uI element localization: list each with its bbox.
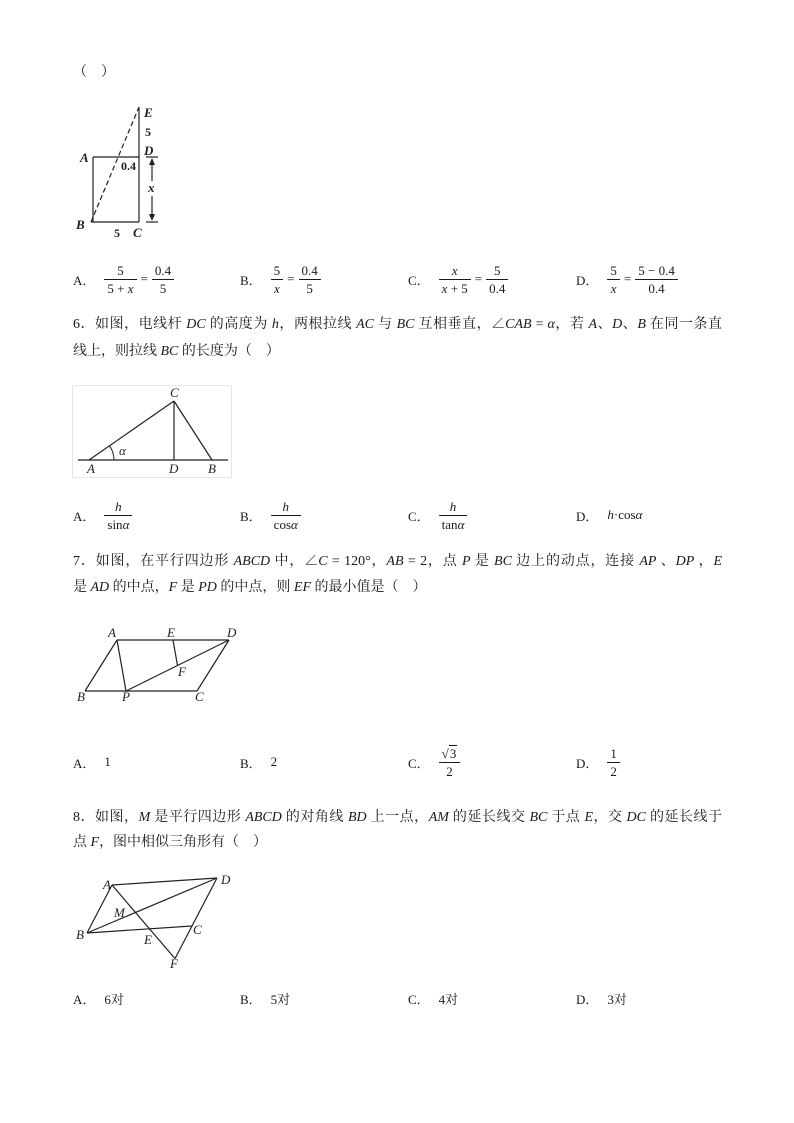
math-variable: EF <box>293 580 312 595</box>
fraction <box>104 499 132 532</box>
option-label: B． <box>240 755 262 771</box>
math-variable: PD <box>198 580 217 595</box>
math-variable: DC <box>186 317 206 332</box>
angle-symbol: ∠ <box>491 317 506 332</box>
fraction-numerator <box>439 746 461 763</box>
math-variable: AC <box>356 317 374 332</box>
segment-cb <box>174 401 212 460</box>
fraction-numerator: 0.4 <box>299 263 321 280</box>
math-variable: BC <box>160 344 179 359</box>
segment-ab <box>85 640 117 691</box>
arrowhead-down <box>149 214 155 221</box>
fraction-numerator: 5 <box>486 263 508 280</box>
point-label-c: C <box>195 689 204 704</box>
q5-option-a <box>73 262 174 296</box>
equals-sign: = <box>140 271 148 286</box>
equals-sign: = <box>287 271 295 286</box>
text-run: ，图中相似三角形有（ ） <box>99 835 268 850</box>
text-run: 7．如图，在平行四边形 <box>73 554 234 569</box>
fraction-denominator <box>104 516 132 532</box>
text-run: tan <box>441 516 458 532</box>
point-label-a: A <box>80 150 89 165</box>
q6-stem-line-2 <box>73 342 722 362</box>
text-run: ，若 <box>554 317 589 332</box>
point-label-c: C <box>170 385 179 400</box>
fraction <box>635 263 678 296</box>
q7-option-c <box>408 745 460 779</box>
math-variable: AM <box>428 810 449 825</box>
angle-symbol: ∠ <box>304 554 319 569</box>
expression <box>607 507 642 523</box>
fraction <box>271 499 301 532</box>
point-label-f: F <box>170 956 178 971</box>
q6-option-a <box>73 498 132 532</box>
option-label: A． <box>73 755 96 771</box>
option-label: B． <box>240 272 262 288</box>
q7-option-d <box>576 745 620 779</box>
math-variable: DC <box>626 810 646 825</box>
text-run: 、 <box>656 554 676 569</box>
math-variable: BC <box>529 810 548 825</box>
fraction-numerator: 5 <box>607 263 620 280</box>
text-run: = <box>531 317 548 332</box>
fraction-denominator: 2 <box>446 763 453 779</box>
math-variable: E <box>584 810 593 825</box>
fraction <box>299 263 321 296</box>
equals-sign: = <box>474 271 483 286</box>
math-variable: BC <box>396 317 415 332</box>
math-variable: F <box>90 835 100 850</box>
math-variable: D <box>612 317 623 332</box>
text-run: 是 <box>177 580 199 595</box>
q6-option-c <box>408 498 467 532</box>
fraction-numerator: h <box>104 499 132 516</box>
segment-df <box>175 878 217 959</box>
q7-stem-line-1 <box>73 552 722 572</box>
point-label-d: D <box>227 625 237 640</box>
option-label: C． <box>408 508 430 524</box>
math-variable: AD <box>90 580 110 595</box>
answer-blank: （ ） <box>73 65 115 80</box>
segment-ad <box>112 878 217 885</box>
figure-q6-pole-wires <box>72 385 232 478</box>
option-value: 1 <box>104 754 111 769</box>
length-label-x: x <box>148 180 155 195</box>
point-label-b: B <box>76 217 85 232</box>
math-variable: ABCD <box>233 554 271 569</box>
math-variable: α <box>291 516 298 532</box>
point-label-d: D <box>169 461 179 476</box>
q8-option-c <box>408 981 458 1015</box>
point-label-a: A <box>103 877 111 892</box>
text-run: 的对角线 <box>281 810 348 825</box>
fraction-denominator: 0.4 <box>489 280 506 296</box>
length-label-bc: 5 <box>114 226 120 240</box>
point-label-e: E <box>167 625 175 640</box>
math-variable: α <box>122 516 130 532</box>
q5-option-b <box>240 262 321 296</box>
option-label: C． <box>408 991 430 1007</box>
segment-af <box>112 885 175 959</box>
fraction <box>271 263 284 296</box>
text-run: 、 <box>622 317 638 332</box>
q7-option-b <box>240 745 277 779</box>
option-label: B． <box>240 991 262 1007</box>
math-variable: E <box>713 554 723 569</box>
math-variable: BD <box>347 810 367 825</box>
math-variable: x <box>441 280 448 296</box>
point-label-p: P <box>122 689 130 704</box>
q5-option-d <box>576 262 678 296</box>
figure-q8-parallelogram <box>72 868 235 975</box>
fraction-denominator: 5 <box>159 280 167 296</box>
fraction-denominator <box>104 280 136 296</box>
figure-q7-parallelogram <box>72 620 246 708</box>
fraction-numerator: h <box>271 499 301 516</box>
math-variable: B <box>637 317 646 332</box>
math-variable: α <box>457 516 465 532</box>
fraction-numerator: 5 <box>104 263 136 280</box>
q8-stem-line-1 <box>73 808 722 828</box>
text-run: 线上，则拉线 <box>73 344 161 359</box>
text-run: 于点 <box>547 810 585 825</box>
text-run: 的中点，则 <box>216 580 294 595</box>
option-label: C． <box>408 755 430 771</box>
point-label-b: B <box>77 689 85 704</box>
arrowhead-up <box>149 158 155 165</box>
text-run: 是 <box>470 554 495 569</box>
fraction-numerator: h <box>439 499 468 516</box>
math-variable: F <box>168 580 178 595</box>
text-run: 的延长线于 <box>646 810 723 825</box>
fraction <box>104 263 136 296</box>
fraction <box>439 263 471 296</box>
point-label-f: F <box>178 664 186 679</box>
text-run: 的最小值是（ ） <box>311 580 427 595</box>
math-variable: AP <box>639 554 657 569</box>
q5-option-c <box>408 262 508 296</box>
option-label: D． <box>576 272 599 288</box>
math-variable: BC <box>494 554 512 569</box>
point-label-m: M <box>114 905 125 920</box>
text-run: sin <box>107 516 123 532</box>
option-value: 4对 <box>438 991 459 1007</box>
text-run: ，两根拉线 <box>278 317 357 332</box>
text-run: 与 <box>373 317 397 332</box>
q7-option-a <box>73 745 111 779</box>
point-label-d: D <box>144 143 154 158</box>
q8-option-a <box>73 981 124 1015</box>
text-run: cos <box>273 516 292 532</box>
point-label-c: C <box>193 922 202 937</box>
fraction <box>607 263 620 296</box>
option-value: 3对 <box>607 991 627 1007</box>
option-label: A． <box>73 991 96 1007</box>
option-label: D． <box>576 508 599 524</box>
q8-stem-line-2 <box>73 833 722 853</box>
text-run: 6．如图，电线杆 <box>73 317 187 332</box>
point-label-a: A <box>87 461 95 476</box>
fraction-denominator <box>439 516 468 532</box>
fraction <box>439 499 468 532</box>
text-run: 互相垂直， <box>414 317 492 332</box>
fraction <box>607 746 620 779</box>
q6-option-d <box>576 498 642 532</box>
point-label-c: C <box>133 225 142 240</box>
point-label-e: E <box>144 932 152 947</box>
text-run: 、 <box>597 317 613 332</box>
text-run: 的高度为 <box>205 317 272 332</box>
q8-option-d <box>576 981 627 1015</box>
math-variable: AB <box>386 554 404 569</box>
text-run: ，交 <box>593 810 627 825</box>
math-variable: CAB <box>505 317 532 332</box>
segment-ab <box>87 885 112 933</box>
segment-ef <box>173 640 178 666</box>
text-run: 的中点， <box>109 580 169 595</box>
math-variable: α <box>547 317 555 332</box>
fraction-denominator: 2 <box>610 763 617 779</box>
text-run: = 120°， <box>327 554 387 569</box>
math-variable: DP <box>675 554 695 569</box>
text-run: 在同一条直 <box>645 317 723 332</box>
segment-bc <box>87 926 192 933</box>
fraction-numerator: 0.4 <box>152 263 174 280</box>
text-run: 中， <box>270 554 305 569</box>
segment-ap <box>117 640 126 691</box>
q6-option-b <box>240 498 301 532</box>
math-variable: ABCD <box>245 810 282 825</box>
point-label-e: E <box>144 105 153 120</box>
text-run: ·cos <box>613 507 636 522</box>
q7-stem-line-2 <box>73 578 722 598</box>
fraction <box>486 263 508 296</box>
point-label-b: B <box>76 927 84 942</box>
option-label: A． <box>73 508 96 524</box>
fraction <box>152 263 174 296</box>
math-variable: α <box>635 507 643 522</box>
text-run: 点 <box>73 835 91 850</box>
segment-ac <box>89 401 174 460</box>
angle-arc-alpha <box>110 446 115 460</box>
fraction-denominator: x <box>610 280 617 296</box>
fraction-numerator: 5 <box>271 263 284 280</box>
fraction <box>439 746 461 779</box>
point-label-b: B <box>208 461 216 476</box>
fraction-denominator: 0.4 <box>648 280 665 296</box>
option-label: A． <box>73 272 96 288</box>
math-variable: P <box>461 554 471 569</box>
fraction-denominator <box>439 280 471 296</box>
length-label-d: 0.4 <box>121 159 136 173</box>
option-label: C． <box>408 272 430 288</box>
text-run: + 5 <box>447 280 468 296</box>
math-variable: x <box>127 280 134 296</box>
text-run: ， <box>694 554 714 569</box>
fraction-numerator: x <box>439 263 471 280</box>
text-run: 8．如图， <box>73 810 139 825</box>
length-label-ed: 5 <box>145 125 151 139</box>
fraction-numerator: 1 <box>607 746 620 763</box>
text-run: 5 + <box>107 280 128 296</box>
text-run: 的长度为（ ） <box>178 344 280 359</box>
equals-sign: = <box>623 271 632 286</box>
sqrt-symbol: √ <box>441 745 449 761</box>
text-run: 上一点， <box>366 810 429 825</box>
figure-q5-pole-shadow <box>70 100 170 240</box>
option-value: 2 <box>270 754 278 769</box>
text-run: 边上的动点，连接 <box>511 554 640 569</box>
point-label-d: D <box>221 872 231 887</box>
option-value: 6对 <box>104 991 124 1007</box>
fraction-denominator: x <box>274 280 280 296</box>
option-label: D． <box>576 755 599 771</box>
math-variable: A <box>588 317 598 332</box>
fraction-denominator <box>271 516 301 532</box>
text-run: 是 <box>73 580 91 595</box>
math-variable: C <box>318 554 328 569</box>
text-run: 是平行四边形 <box>150 810 246 825</box>
q8-option-b <box>240 981 290 1015</box>
point-label-a: A <box>108 625 116 640</box>
math-variable: h <box>607 507 614 522</box>
angle-label-alpha: α <box>119 443 126 458</box>
option-value: 5对 <box>270 991 291 1007</box>
option-label: B． <box>240 508 262 524</box>
text-run: = 2，点 <box>403 554 462 569</box>
text-run: 的延长线交 <box>448 810 530 825</box>
math-variable: h <box>271 317 279 332</box>
fraction-numerator: 5 − 0.4 <box>635 263 678 280</box>
q6-stem-line-1 <box>73 315 722 335</box>
math-variable: M <box>138 810 151 825</box>
sqrt-radicand: 3 <box>449 745 457 761</box>
fraction-denominator: 5 <box>306 280 313 296</box>
option-label: D． <box>576 991 599 1007</box>
